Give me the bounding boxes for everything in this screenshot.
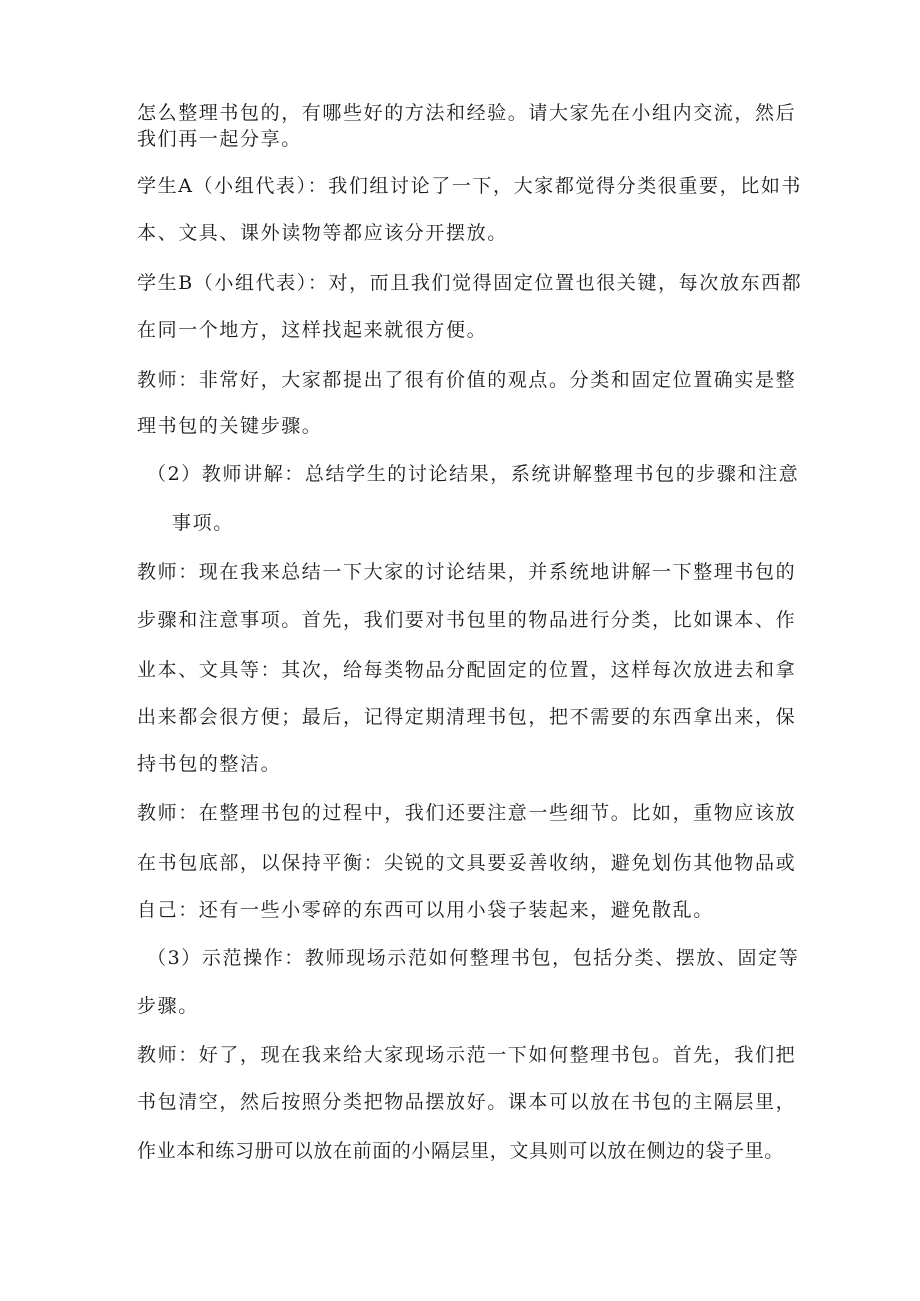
section-heading: （2）教师讲解：总结学生的讨论结果，系统讲解整理书包的步骤和注意 [147,463,800,485]
text-line: 作业本和练习册可以放在前面的小隔层里，文具则可以放在侧边的袋子里。 [137,1140,784,1162]
text-line: 业本、文具等：其次，给每类物品分配固定的位置，这样每次放进去和拿 [137,659,797,681]
text-line: 本、文具、课外读物等都应该分开摆放。 [137,222,508,244]
text-line: 步骤。 [137,995,199,1017]
text-line: 教师：现在我来总结一下大家的讨论结果，并系统地讲解一下整理书包的 [137,561,797,583]
text-line: 教师：非常好，大家都提出了很有价值的观点。分类和固定位置确实是整 [137,369,797,391]
text-line: 怎么整理书包的，有哪些好的方法和经验。请大家先在小组内交流，然后 [137,102,797,124]
text-line: 学生A（小组代表）：我们组讨论了一下，大家都觉得分类很重要，比如书 [137,175,803,197]
text-line: 出来都会很方便；最后，记得定期清理书包，把不需要的东西拿出来，保 [137,706,797,728]
text-line: 在书包底部，以保持平衡：尖锐的文具要妥善收纳，避免划伤其他物品或 [137,852,797,874]
text-line: 学生B（小组代表）：对，而且我们觉得固定位置也很关键，每次放东西都 [137,272,803,294]
text-line: 书包清空，然后按照分类把物品摆放好。课本可以放在书包的主隔层里， [137,1091,797,1113]
section-heading-continuation: 事项。 [172,512,234,534]
text-line: 教师：在整理书包的过程中，我们还要注意一些细节。比如，重物应该放 [137,802,797,824]
section-heading: （3）示范操作：教师现场示范如何整理书包，包括分类、摆放、固定等 [147,947,800,969]
text-line: 教师：好了，现在我来给大家现场示范一下如何整理书包。首先，我们把 [137,1044,797,1066]
text-line: 步骤和注意事项。首先，我们要对书包里的物品进行分类，比如课本、作 [137,609,797,631]
text-line: 自己：还有一些小零碎的东西可以用小袋子装起来，避免散乱。 [137,899,714,921]
text-line: 我们再一起分享。 [137,128,302,150]
text-line: 理书包的关键步骤。 [137,415,323,437]
text-line: 在同一个地方，这样找起来就很方便。 [137,319,488,341]
text-line: 持书包的整洁。 [137,753,282,775]
